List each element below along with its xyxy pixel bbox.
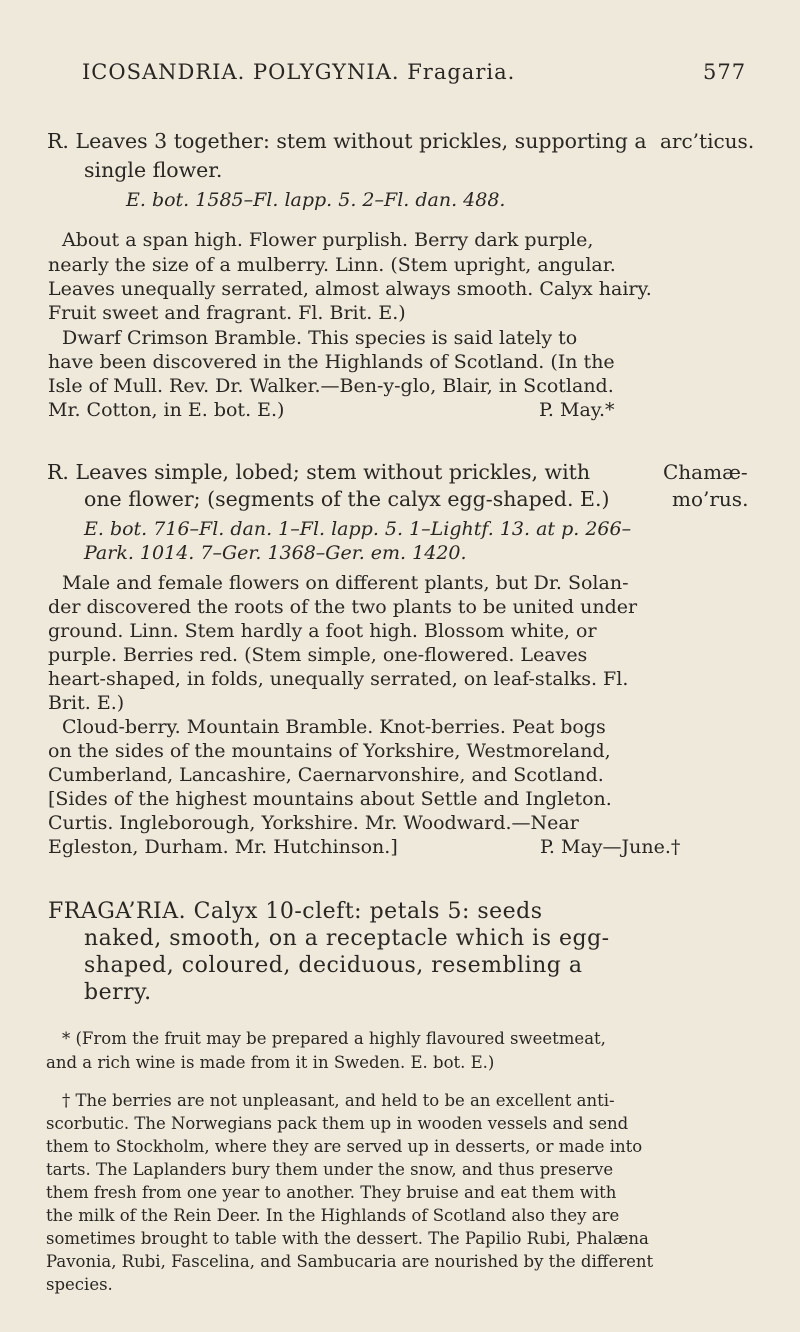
footnote-line: them to Stockholm, where they are served up in desserts, or made into [46,1137,643,1156]
species2-line: Male and female flowers on different plants, but Dr. Solan- [62,572,629,594]
species1-flowering: P. May.* [539,399,615,421]
genus-fragaria-line: naked, smooth, on a receptacle which is egg- [84,926,610,951]
footnote-line: them fresh from one year to another. They bruise and eat them with [46,1183,617,1202]
species1-line: nearly the size of a mulberry. Linn. (Stem upright, angular. [48,254,616,276]
footnote-line: tarts. The Laplanders bury them under the snow, and thus preserve [46,1160,614,1179]
species1-line: Fruit sweet and fragrant. Fl. Brit. E.) [48,302,406,324]
species2-reference: E. bot. 716–Fl. dan. 1–Fl. lapp. 5. 1–Lightf. 13. at p. 266– [84,518,632,540]
species2-line: [Sides of the highest mountains about Settle and Ingleton. [48,788,612,810]
species1-line: About a span high. Flower purplish. Berry dark purple, [62,229,594,251]
species1-line: Dwarf Crimson Bramble. This species is said lately to [62,327,578,349]
species1-reference: E. bot. 1585–Fl. lapp. 5. 2–Fl. dan. 488. [126,189,506,211]
species2-line: Cumberland, Lancashire, Caernarvonshire, and Scotland. [48,764,604,786]
species2-line: heart-shaped, in folds, unequally serrated, on leaf-stalks. Fl. [48,668,629,690]
species2-line: purple. Berries red. (Stem simple, one-flowered. Leaves [48,644,588,666]
running-header: ICOSANDRIA. POLYGYNIA. Fragaria. [82,60,516,84]
species1-line: Mr. Cotton, in E. bot. E.) [48,399,285,421]
footnote-line: scorbutic. The Norwegians pack them up in wooden vessels and send [46,1114,629,1133]
species2-line: on the sides of the mountains of Yorkshire, Westmoreland, [48,740,611,762]
species1-line: R. Leaves 3 together: stem without prickles, supporting a [47,129,647,153]
genus-fragaria-line: berry. [84,980,152,1005]
species1-line: Leaves unequally serrated, almost always smooth. Calyx hairy. [48,278,652,300]
footnote-line: † The berries are not unpleasant, and held to be an excellent anti- [62,1091,615,1110]
footnote-line: species. [46,1275,113,1294]
species2-line: der discovered the roots of the two plants to be united under [48,596,638,618]
species2-line: Egleston, Durham. Mr. Hutchinson.] [48,836,398,858]
species2-line: Curtis. Ingleborough, Yorkshire. Mr. Woodward.—Near [48,812,579,834]
margin-name-chamaemorus: mo’rus. [672,487,749,511]
species1-line: Isle of Mull. Rev. Dr. Walker.—Ben-y-glo, Blair, in Scotland. [48,375,614,397]
species2-line: R. Leaves simple, lobed; stem without prickles, with [47,460,591,484]
species1-line: single flower. [84,158,223,182]
footnote-line: Pavonia, Rubi, Fascelina, and Sambucaria are nourished by the different [46,1252,654,1271]
species2-flowering: P. May—June.† [540,836,681,858]
margin-name-arcticus: arc’ticus. [660,129,755,153]
species1-line: have been discovered in the Highlands of Scotland. (In the [48,351,615,373]
species2-line: one flower; (segments of the calyx egg-shaped. E.) [84,487,610,511]
species2-line: Cloud-berry. Mountain Bramble. Knot-berries. Peat bogs [62,716,606,738]
species2-line: Brit. E.) [48,692,125,714]
margin-name-chamae: Chamæ- [663,460,748,484]
page-number: 577 [703,60,747,84]
species2-line: ground. Linn. Stem hardly a foot high. Blossom white, or [48,620,597,642]
species2-reference: Park. 1014. 7–Ger. 1368–Ger. em. 1420. [84,542,467,564]
genus-fragaria-line: shaped, coloured, deciduous, resembling a [84,953,583,978]
footnote-line: * (From the fruit may be prepared a highly flavoured sweetmeat, [62,1029,606,1048]
genus-fragaria-line: FRAGA’RIA. Calyx 10-cleft: petals 5: seeds [48,899,543,924]
footnote-line: and a rich wine is made from it in Sweden. E. bot. E.) [46,1053,495,1072]
footnote-line: sometimes brought to table with the dessert. The Papilio Rubi, Phalæna [46,1229,649,1248]
footnote-line: the milk of the Rein Deer. In the Highlands of Scotland also they are [46,1206,620,1225]
